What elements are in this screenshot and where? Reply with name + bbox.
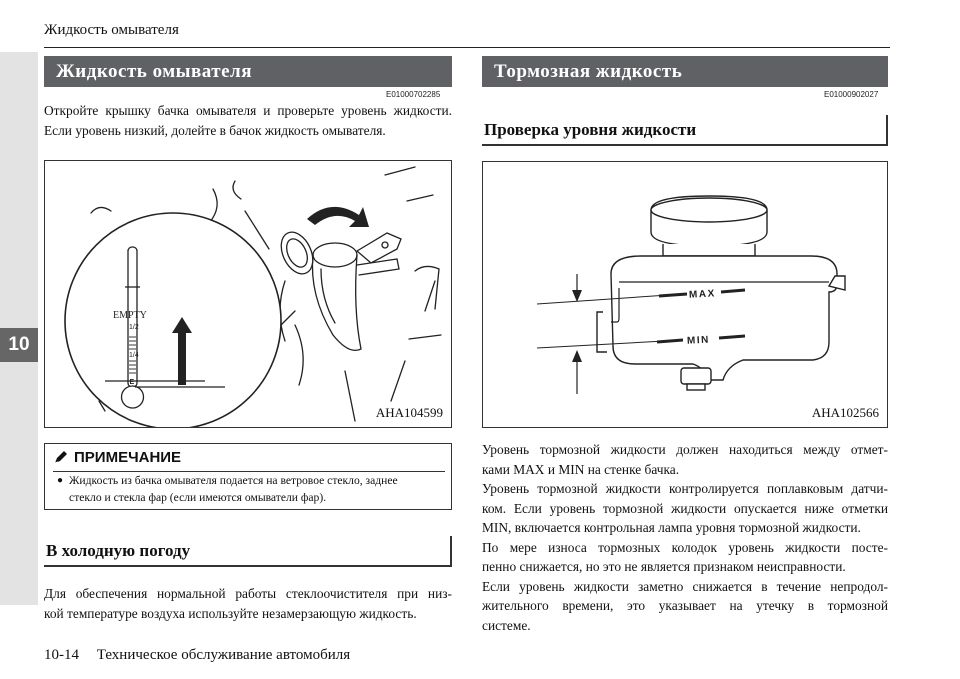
text-line: Уровень тормозной жидкости контролируется поплавковым датчи- [482, 481, 888, 496]
washer-illustration [45, 161, 451, 427]
text-line: системе. [482, 617, 531, 633]
page-footer [44, 647, 350, 664]
washer-figure [44, 160, 452, 428]
page-number: 10-14 [44, 647, 79, 663]
gauge-empty-mark: E [129, 379, 135, 386]
note-title: ПРИМЕЧАНИЕ [74, 449, 182, 466]
subsection-level-check: Проверка уровня жидкости [482, 115, 888, 146]
brake-reservoir-figure [482, 161, 888, 428]
text-line: Жидкость из бачка омывателя подается на ветровое стекло, заднее [69, 474, 398, 487]
washer-intro [44, 101, 452, 140]
text-line: Уровень тормозной жидкости должен находиться между отмет- [482, 442, 888, 457]
gauge-empty-label: EMPTY [113, 310, 147, 321]
gauge-half-mark: 1/2 [129, 324, 139, 331]
header-rule [44, 47, 890, 48]
note-divider [53, 471, 445, 472]
gauge-quarter-mark: 1/4 [129, 352, 139, 359]
text-line: Откройте крышку бачка омывателя и проверьте уровень жидкости. [44, 103, 452, 118]
text-line: пенно снижается, но это не является признаком неисправности. [482, 559, 846, 574]
subsection-cold-weather: В холодную погоду [44, 536, 452, 567]
min-mark-label: MIN [686, 334, 711, 347]
section-code: E01000902027 [824, 90, 879, 99]
figure-label-washer: AHA104599 [375, 405, 443, 420]
text-line: ком. Если уровень тормозной жидкости опускается ниже отметки [482, 500, 888, 516]
brake-body-text [482, 440, 888, 635]
note-body [57, 473, 447, 506]
max-mark-label: MAX [688, 288, 717, 301]
note-heading [53, 449, 181, 466]
section-title-washer: Жидкость омывателя [44, 56, 452, 87]
text-line: ками MAX и MIN на стенке бачка. [482, 461, 680, 477]
text-line: Если уровень жидкости заметно снижается в течение непродол- [482, 578, 888, 594]
text-line: Если уровень низкий, долейте в бачок жидкость омывателя. [44, 122, 386, 138]
section-code: E01000702285 [386, 90, 441, 99]
text-line: Для обеспечения нормальной работы стеклоочистителя при низ- [44, 586, 452, 601]
text-line: жительного времени, это указывает на утечку в тормозной [482, 598, 888, 613]
note-box [44, 443, 452, 510]
text-line: MIN, включается контрольная лампа уровня тормозной жидкости. [482, 520, 861, 535]
running-header: Жидкость омывателя [44, 22, 179, 38]
footer-title: Техническое обслуживание автомобиля [96, 647, 351, 663]
cold-weather-text [44, 584, 452, 623]
text-line: По мере износа тормозных колодок уровень жидкости посте- [482, 539, 888, 555]
section-title-brake: Тормозная жидкость [482, 56, 888, 87]
brake-reservoir-illustration [483, 162, 887, 427]
text-line: кой температуре воздуха используйте незамерзающую жидкость. [44, 605, 417, 621]
figure-label-brake: AHA102566 [811, 405, 879, 420]
text-line: стекло и стекла фар (если имеются омыватели фар). [69, 490, 327, 504]
chapter-tab-number: 10 [0, 328, 38, 362]
note-bullet-row [57, 473, 447, 506]
bullet-icon: ● [57, 475, 64, 486]
pencil-icon [53, 450, 68, 465]
